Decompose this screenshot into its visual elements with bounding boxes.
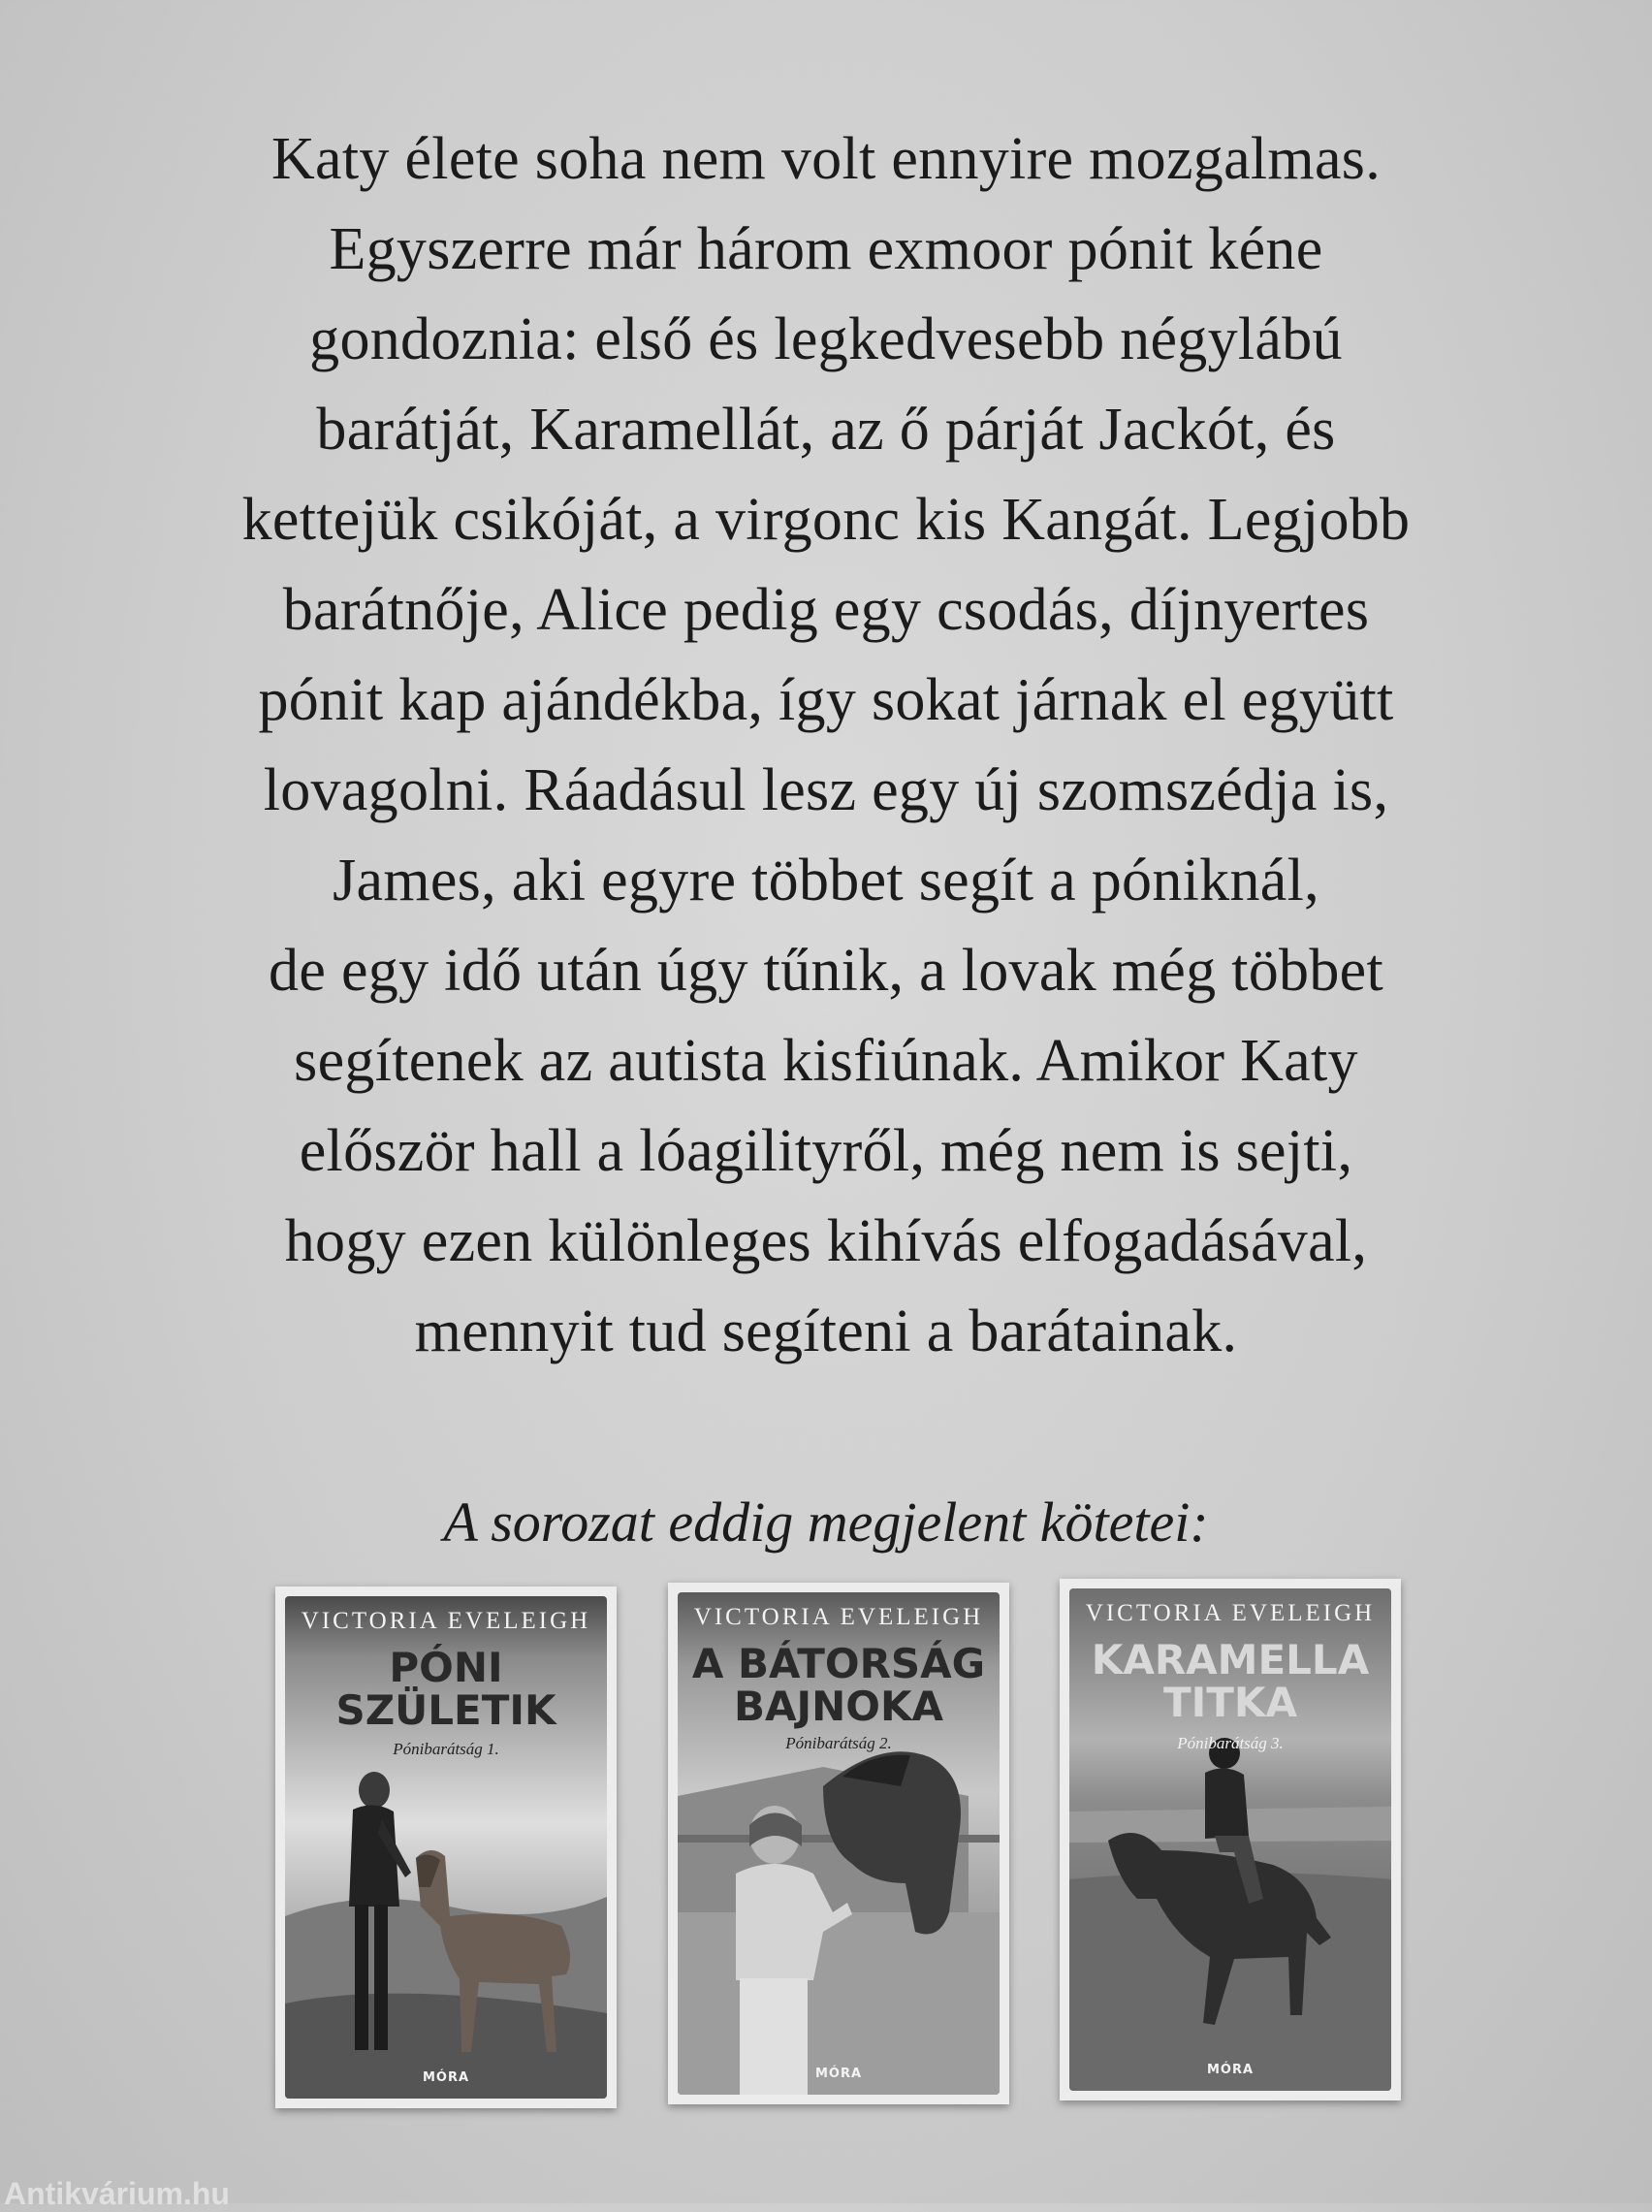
blurb-line: mennyit tud segíteni a barátainak. bbox=[414, 1298, 1238, 1364]
book-cover-2 bbox=[668, 1583, 1009, 2104]
back-cover-blurb bbox=[145, 114, 1507, 1377]
blurb-line: lovagolni. Ráadásul lesz egy új szomszédja is, bbox=[263, 757, 1389, 823]
publisher-logo: MÓRA bbox=[814, 2067, 863, 2081]
book-title-line: PÓNI bbox=[389, 1644, 503, 1691]
watermark: Antikvárium.hu bbox=[4, 2176, 230, 2211]
book-title-line: A BÁTORSÁG bbox=[691, 1640, 986, 1687]
blurb-line: barátnője, Alice pedig egy csodás, díjnyertes bbox=[282, 577, 1370, 643]
blurb-line: barátját, Karamellát, az ő párját Jackót, és bbox=[316, 397, 1336, 463]
book-cover-3 bbox=[1060, 1579, 1401, 2100]
blurb-line: segítenek az autista kisfiúnak. Amikor Katy bbox=[294, 1028, 1358, 1094]
book-series-label: Pónibarátság 2. bbox=[785, 1734, 892, 1752]
book-title bbox=[1069, 1636, 1391, 1726]
book-title-line: TITKA bbox=[1163, 1679, 1297, 1726]
book-series-label: Pónibarátság 1. bbox=[393, 1740, 499, 1758]
blurb-line: de egy idő után úgy tűnik, a lovak még többet bbox=[269, 938, 1383, 1004]
book-title-line: SZÜLETIK bbox=[335, 1686, 556, 1734]
book-title-line: KARAMELLA bbox=[1091, 1636, 1370, 1683]
book-cover-1-frame bbox=[285, 1596, 607, 2099]
blurb-line: pónit kap ajándékba, így sokat járnak el együtt bbox=[258, 667, 1394, 733]
blurb-line: először hall a lóagilityről, még nem is sejti, bbox=[299, 1118, 1353, 1184]
book-cover-3-frame bbox=[1069, 1588, 1391, 2091]
book-cover-2-frame bbox=[678, 1592, 1000, 2095]
blurb-line: Egyszerre már három exmoor pónit kéne bbox=[329, 216, 1323, 282]
series-heading: A sorozat eddig megjelent kötetei: bbox=[443, 1491, 1209, 1554]
blurb-line: James, aki egyre többet segít a póniknál, bbox=[333, 848, 1319, 914]
book-title bbox=[285, 1644, 607, 1734]
publisher-logo: MÓRA bbox=[422, 2070, 470, 2085]
blurb-line: hogy ezen különleges kihívás elfogadásával, bbox=[284, 1208, 1368, 1274]
blurb-line: gondoznia: első és legkedvesebb négylábú bbox=[309, 306, 1343, 372]
publisher-logo: MÓRA bbox=[1206, 2063, 1255, 2077]
book-author: VICTORIA EVELEIGH bbox=[693, 1604, 984, 1630]
book-author: VICTORIA EVELEIGH bbox=[301, 1608, 591, 1634]
book-title-line: BAJNOKA bbox=[733, 1683, 944, 1730]
book-cover-1 bbox=[275, 1587, 617, 2108]
book-series-label: Pónibarátság 3. bbox=[1177, 1734, 1284, 1752]
blurb-line: kettejük csikóját, a virgonc kis Kangát. Legjobb bbox=[241, 487, 1411, 553]
blurb-line: Katy élete soha nem volt ennyire mozgalmas. bbox=[270, 126, 1382, 192]
book-author: VICTORIA EVELEIGH bbox=[1085, 1600, 1376, 1626]
book-title bbox=[678, 1640, 1000, 1730]
